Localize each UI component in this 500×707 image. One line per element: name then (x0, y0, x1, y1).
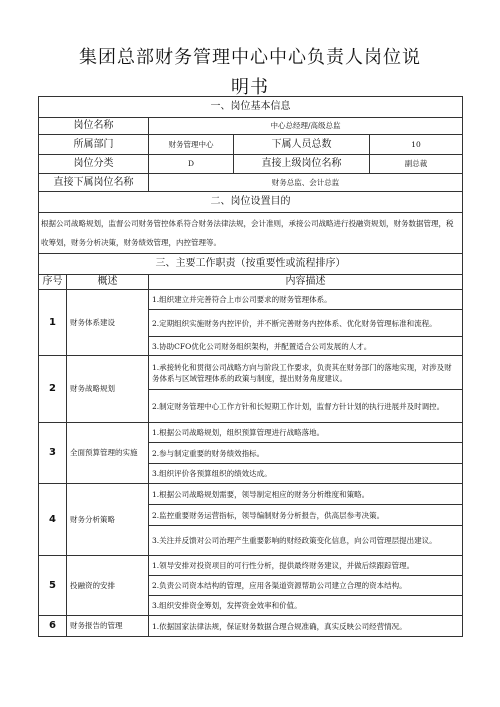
label-direct-superior: 直接上级岗位名称 (234, 155, 370, 174)
duty-description: 1.承接转化和贯彻公司战略方向与阶段工作要求，负责其在财务部门的落地实现，对涉及财务体系与区域管理体系的政策与制度，提出财务角度建议。 (149, 356, 463, 390)
duty-overview: 财务分析策略 (67, 484, 149, 556)
duty-description: 3.组织安排资金筹划，发挥资金效率和价值。 (149, 596, 463, 616)
label-position-name: 岗位名称 (39, 118, 149, 135)
duty-description: 2.制定财务管理中心工作方针和长短期工作计划，监督方针计划的执行进展并及时调控。 (149, 390, 463, 423)
duty-overview: 全面预算管理的实施 (67, 423, 149, 484)
duty-description: 1.根据公司战略规划需要，领导制定相应的财务分析维度和策略。 (149, 484, 463, 505)
duty-number: 4 (39, 484, 67, 556)
duty-number: 5 (39, 556, 67, 616)
duty-number: 3 (39, 423, 67, 484)
label-direct-subordinates: 直接下属岗位名称 (39, 174, 149, 192)
label-position-category: 岗位分类 (39, 155, 149, 174)
duty-description: 1.依据国家法律法规，保证财务数据合理合规准确，真实反映公司经营情况。 (149, 616, 463, 637)
duty-overview: 投融资的安排 (67, 556, 149, 616)
duty-overview: 财务体系建设 (67, 290, 149, 356)
duty-description: 2.参与制定重要的财务绩效指标。 (149, 443, 463, 464)
duty-description: 1.领导安排对投资项目的可行性分析，提供最终财务建议，并做后续跟踪管理。 (149, 556, 463, 576)
duty-overview: 财务报告的管理 (67, 616, 149, 637)
col-header-overview: 概述 (67, 275, 149, 290)
duty-description: 2.负责公司资本结构的管理，应用各渠道资源帮助公司建立合理的资本结构。 (149, 576, 463, 596)
duty-description: 2.定期组织实施财务内控评价，并不断完善财务内控体系、优化财务管理标准和流程。 (149, 310, 463, 337)
value-position-category: D (149, 155, 234, 174)
duty-description: 2.监控重要财务运营指标，领导编制财务分析报告，供高层参考决策。 (149, 505, 463, 526)
duty-overview: 财务战略规划 (67, 356, 149, 423)
section2-heading: 二、岗位设置目的 (39, 192, 463, 213)
section1-heading: 一、岗位基本信息 (39, 97, 463, 118)
value-subordinate-count: 10 (370, 135, 463, 155)
document-title-line1: 集团总部财务管理中心中心负责人岗位说 (79, 47, 421, 68)
col-header-no: 序号 (39, 275, 67, 290)
document-title-line2: 明书 (231, 77, 269, 98)
duty-description: 3.关注并反馈对公司治理产生重要影响的财经政策变化信息，向公司管理层提出建议。 (149, 526, 463, 556)
value-direct-superior: 副总裁 (370, 155, 463, 174)
duty-description: 1.根据公司战略规划，组织预算管理进行战略落地。 (149, 423, 463, 443)
duty-number: 6 (39, 616, 67, 637)
duty-description: 3.组织评价各预算组织的绩效达成。 (149, 464, 463, 484)
duty-number: 2 (39, 356, 67, 423)
label-department: 所属部门 (39, 135, 149, 155)
value-direct-subordinates: 财务总监、会计总监 (149, 174, 463, 192)
section3-heading: 三、主要工作职责（按重要性或流程排序） (39, 254, 463, 275)
value-department: 财务管理中心 (149, 135, 234, 155)
value-position-name: 中心总经理/高级总监 (149, 118, 463, 135)
duty-description: 1.组织建立并完善符合上市公司要求的财务管理体系。 (149, 290, 463, 310)
duty-number: 1 (39, 290, 67, 356)
col-header-description: 内容描述 (149, 275, 463, 290)
purpose-text: 根据公司战略规划，监督公司财务管控体系符合财务法律法规，会计准则，承接公司战略进行投融资规划，财务数据管理，税收筹划，财务分析决策，财务绩效管理，内控管理等。 (39, 213, 463, 254)
job-description-table (38, 96, 463, 637)
duty-description: 3.协助CFO优化公司财务组织架构，并配置适合公司发展的人才。 (149, 337, 463, 356)
label-subordinate-count: 下属人员总数 (234, 135, 370, 155)
